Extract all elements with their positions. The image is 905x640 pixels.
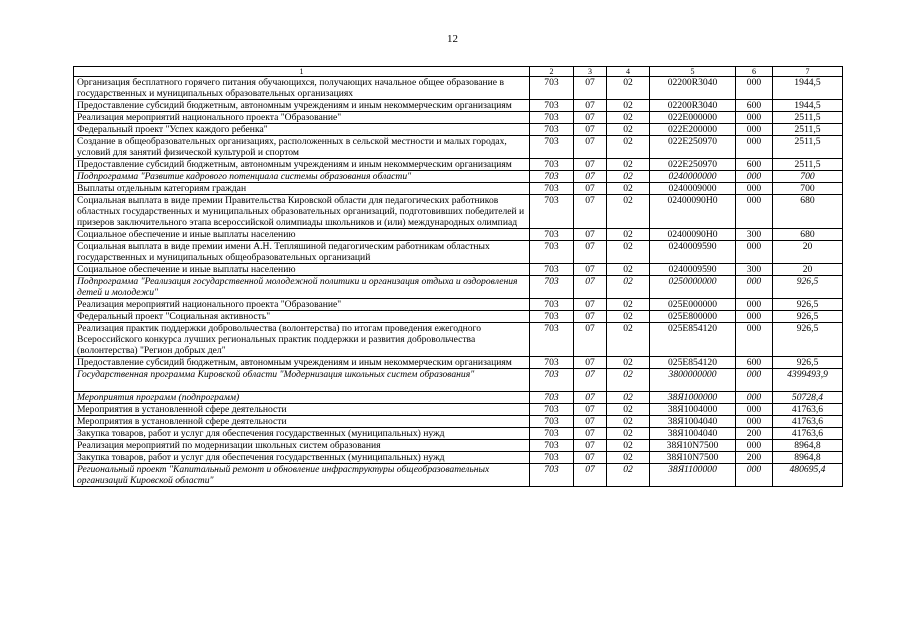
- row-target-article-cell: 38Я1004000: [650, 404, 736, 416]
- row-name-cell: Выплаты отдельным категориям граждан: [74, 183, 530, 195]
- row-amount-cell: 2511,5: [773, 136, 843, 159]
- row-expense-type-cell: 000: [736, 311, 773, 323]
- row-amount-cell: 680: [773, 229, 843, 241]
- row-subsection-cell: 02: [607, 357, 650, 369]
- row-expense-type-cell: 000: [736, 392, 773, 404]
- row-code-cell: 703: [530, 124, 574, 136]
- row-section-cell: 07: [574, 357, 607, 369]
- row-subsection-cell: 02: [607, 464, 650, 487]
- row-subsection-cell: 02: [607, 171, 650, 183]
- row-code-cell: 703: [530, 241, 574, 264]
- row-amount-cell: 700: [773, 171, 843, 183]
- row-section-cell: 07: [574, 464, 607, 487]
- row-name-cell: Подпрограмма "Развитие кадрового потенциала системы образования области": [74, 171, 530, 183]
- row-amount-cell: 4399493,9: [773, 369, 843, 392]
- row-subsection-cell: 02: [607, 323, 650, 357]
- row-expense-type-cell: 600: [736, 357, 773, 369]
- row-code-cell: 703: [530, 440, 574, 452]
- row-section-cell: 07: [574, 404, 607, 416]
- row-expense-type-cell: 300: [736, 264, 773, 276]
- row-amount-cell: 2511,5: [773, 159, 843, 171]
- table-row: [74, 428, 843, 440]
- row-section-cell: 07: [574, 311, 607, 323]
- row-name-cell: Мероприятия в установленной сфере деятельности: [74, 416, 530, 428]
- row-name-cell: Мероприятия в установленной сфере деятельности: [74, 404, 530, 416]
- table-row: [74, 276, 843, 299]
- row-expense-type-cell: 000: [736, 464, 773, 487]
- row-target-article-cell: 38Я1004040: [650, 416, 736, 428]
- row-subsection-cell: 02: [607, 77, 650, 100]
- row-target-article-cell: 025E000000: [650, 299, 736, 311]
- row-subsection-cell: 02: [607, 311, 650, 323]
- row-subsection-cell: 02: [607, 195, 650, 229]
- table-row: [74, 404, 843, 416]
- row-target-article-cell: 022E250970: [650, 159, 736, 171]
- row-expense-type-cell: 000: [736, 195, 773, 229]
- row-amount-cell: 700: [773, 183, 843, 195]
- table-row: [74, 264, 843, 276]
- row-subsection-cell: 02: [607, 276, 650, 299]
- row-name-cell: Мероприятия программ (подпрограмм): [74, 392, 530, 404]
- row-section-cell: 07: [574, 416, 607, 428]
- row-name-cell: Реализация мероприятий национального проекта "Образование": [74, 112, 530, 124]
- row-expense-type-cell: 000: [736, 323, 773, 357]
- table-row: [74, 171, 843, 183]
- row-subsection-cell: 02: [607, 159, 650, 171]
- row-target-article-cell: 022E200000: [650, 124, 736, 136]
- row-amount-cell: 8964,8: [773, 440, 843, 452]
- table-row: [74, 392, 843, 404]
- row-subsection-cell: 02: [607, 299, 650, 311]
- row-subsection-cell: 02: [607, 241, 650, 264]
- page-number: 12: [447, 33, 458, 45]
- row-target-article-cell: 022E000000: [650, 112, 736, 124]
- row-name-cell: Предоставление субсидий бюджетным, автономным учреждениям и иным некоммерческим организациям: [74, 100, 530, 112]
- row-code-cell: 703: [530, 452, 574, 464]
- row-target-article-cell: 0240009590: [650, 264, 736, 276]
- row-subsection-cell: 02: [607, 452, 650, 464]
- row-subsection-cell: 02: [607, 416, 650, 428]
- row-target-article-cell: 3800000000: [650, 369, 736, 392]
- row-code-cell: 703: [530, 183, 574, 195]
- row-name-cell: Создание в общеобразовательных организациях, расположенных в сельской местности и малых городах, условий для занятий физической культурой и спортом: [74, 136, 530, 159]
- row-amount-cell: 41763,6: [773, 416, 843, 428]
- row-name-cell: Социальное обеспечение и иные выплаты населению: [74, 229, 530, 241]
- row-code-cell: 703: [530, 428, 574, 440]
- row-subsection-cell: 02: [607, 136, 650, 159]
- row-name-cell: Социальная выплата в виде премии Правительства Кировской области для педагогических работников областных государственных и муниципальных образовательных организаций, подготовивших победителей и призеров заключительного этапа всероссийской олимпиады школьников и (или) международных олимпиад: [74, 195, 530, 229]
- row-target-article-cell: 38Я10N7500: [650, 452, 736, 464]
- table-row: [74, 357, 843, 369]
- table-row: [74, 440, 843, 452]
- row-expense-type-cell: 000: [736, 112, 773, 124]
- row-amount-cell: 20: [773, 241, 843, 264]
- row-target-article-cell: 025E800000: [650, 311, 736, 323]
- row-amount-cell: 2511,5: [773, 124, 843, 136]
- row-section-cell: 07: [574, 100, 607, 112]
- row-name-cell: Региональный проект "Капитальный ремонт и обновление инфраструктуры общеобразовательных организаций Кировской области": [74, 464, 530, 487]
- table-row: [74, 100, 843, 112]
- row-section-cell: 07: [574, 136, 607, 159]
- row-subsection-cell: 02: [607, 440, 650, 452]
- row-amount-cell: 480695,4: [773, 464, 843, 487]
- row-name-cell: Федеральный проект "Успех каждого ребенка": [74, 124, 530, 136]
- table-row: [74, 112, 843, 124]
- row-target-article-cell: 0240000000: [650, 171, 736, 183]
- header-row: [74, 67, 843, 77]
- row-expense-type-cell: 000: [736, 124, 773, 136]
- row-code-cell: 703: [530, 311, 574, 323]
- row-expense-type-cell: 000: [736, 171, 773, 183]
- row-target-article-cell: 0240009590: [650, 241, 736, 264]
- row-subsection-cell: 02: [607, 404, 650, 416]
- row-subsection-cell: 02: [607, 369, 650, 392]
- table-row: [74, 311, 843, 323]
- table-row: [74, 124, 843, 136]
- row-expense-type-cell: 300: [736, 229, 773, 241]
- header-cell-7: 7: [773, 67, 843, 77]
- row-section-cell: 07: [574, 112, 607, 124]
- table-row: [74, 452, 843, 464]
- row-section-cell: 07: [574, 77, 607, 100]
- row-section-cell: 07: [574, 276, 607, 299]
- row-code-cell: 703: [530, 276, 574, 299]
- row-amount-cell: 1944,5: [773, 77, 843, 100]
- row-code-cell: 703: [530, 112, 574, 124]
- row-amount-cell: 926,5: [773, 299, 843, 311]
- row-section-cell: 07: [574, 452, 607, 464]
- row-target-article-cell: 02400090Н0: [650, 195, 736, 229]
- table-row: [74, 136, 843, 159]
- row-expense-type-cell: 000: [736, 299, 773, 311]
- row-amount-cell: 1944,5: [773, 100, 843, 112]
- row-expense-type-cell: 000: [736, 416, 773, 428]
- row-amount-cell: 41763,6: [773, 428, 843, 440]
- row-section-cell: 07: [574, 323, 607, 357]
- row-name-cell: Закупка товаров, работ и услуг для обеспечения государственных (муниципальных) нужд: [74, 452, 530, 464]
- row-name-cell: Реализация практик поддержки добровольчества (волонтерства) по итогам проведения ежегодного Всероссийского конкурса лучших региональных практик поддержки и развития добровольчества (волонтерства) "Регион добрых дел": [74, 323, 530, 357]
- row-target-article-cell: 025E854120: [650, 323, 736, 357]
- row-section-cell: 07: [574, 159, 607, 171]
- row-expense-type-cell: 200: [736, 452, 773, 464]
- row-amount-cell: 8964,8: [773, 452, 843, 464]
- row-amount-cell: 50728,4: [773, 392, 843, 404]
- row-subsection-cell: 02: [607, 124, 650, 136]
- row-subsection-cell: 02: [607, 112, 650, 124]
- header-cell-5: 5: [650, 67, 736, 77]
- row-code-cell: 703: [530, 136, 574, 159]
- row-subsection-cell: 02: [607, 229, 650, 241]
- row-expense-type-cell: 000: [736, 440, 773, 452]
- row-code-cell: 703: [530, 392, 574, 404]
- row-section-cell: 07: [574, 369, 607, 392]
- row-expense-type-cell: 600: [736, 100, 773, 112]
- row-code-cell: 703: [530, 159, 574, 171]
- row-name-cell: Закупка товаров, работ и услуг для обеспечения государственных (муниципальных) нужд: [74, 428, 530, 440]
- row-code-cell: 703: [530, 357, 574, 369]
- row-target-article-cell: 022E250970: [650, 136, 736, 159]
- row-code-cell: 703: [530, 323, 574, 357]
- header-cell-4: 4: [607, 67, 650, 77]
- row-amount-cell: 926,5: [773, 357, 843, 369]
- row-name-cell: Социальное обеспечение и иные выплаты населению: [74, 264, 530, 276]
- row-section-cell: 07: [574, 241, 607, 264]
- table-row: [74, 229, 843, 241]
- row-subsection-cell: 02: [607, 392, 650, 404]
- row-amount-cell: 680: [773, 195, 843, 229]
- row-section-cell: 07: [574, 299, 607, 311]
- table-row: [74, 369, 843, 392]
- row-name-cell: Подпрограмма "Реализация государственной молодежной политики и организация отдыха и оздоровления детей и молодежи": [74, 276, 530, 299]
- row-subsection-cell: 02: [607, 100, 650, 112]
- table-row: [74, 323, 843, 357]
- header-cell-3: 3: [574, 67, 607, 77]
- row-section-cell: 07: [574, 428, 607, 440]
- header-cell-2: 2: [530, 67, 574, 77]
- table-row: [74, 77, 843, 100]
- row-name-cell: Реализация мероприятий национального проекта "Образование": [74, 299, 530, 311]
- row-target-article-cell: 38Я10N7500: [650, 440, 736, 452]
- row-name-cell: Предоставление субсидий бюджетным, автономным учреждениям и иным некоммерческим организациям: [74, 357, 530, 369]
- row-code-cell: 703: [530, 229, 574, 241]
- row-code-cell: 703: [530, 171, 574, 183]
- row-amount-cell: 926,5: [773, 276, 843, 299]
- table-row: [74, 183, 843, 195]
- row-name-cell: Организация бесплатного горячего питания обучающихся, получающих начальное общее образование в государственных и муниципальных образовательных организациях: [74, 77, 530, 100]
- row-target-article-cell: 025E854120: [650, 357, 736, 369]
- row-expense-type-cell: 000: [736, 183, 773, 195]
- row-section-cell: 07: [574, 171, 607, 183]
- table-row: [74, 464, 843, 487]
- row-target-article-cell: 0250000000: [650, 276, 736, 299]
- row-code-cell: 703: [530, 264, 574, 276]
- table-row: [74, 416, 843, 428]
- row-target-article-cell: 02200R3040: [650, 100, 736, 112]
- row-amount-cell: 926,5: [773, 311, 843, 323]
- row-code-cell: 703: [530, 404, 574, 416]
- row-code-cell: 703: [530, 100, 574, 112]
- row-section-cell: 07: [574, 440, 607, 452]
- header-cell-6: 6: [736, 67, 773, 77]
- header-cell-1: 1: [74, 67, 530, 77]
- table-row: [74, 241, 843, 264]
- row-code-cell: 703: [530, 464, 574, 487]
- row-name-cell: Федеральный проект "Социальная активность": [74, 311, 530, 323]
- row-name-cell: Государственная программа Кировской области "Модернизация школьных систем образования": [74, 369, 530, 392]
- row-target-article-cell: 02400090Н0: [650, 229, 736, 241]
- row-section-cell: 07: [574, 229, 607, 241]
- row-section-cell: 07: [574, 124, 607, 136]
- row-name-cell: Реализация мероприятий по модернизации школьных систем образования: [74, 440, 530, 452]
- row-target-article-cell: 02200R3040: [650, 77, 736, 100]
- budget-table: [73, 66, 843, 487]
- row-expense-type-cell: 000: [736, 136, 773, 159]
- row-expense-type-cell: 000: [736, 369, 773, 392]
- row-section-cell: 07: [574, 195, 607, 229]
- row-amount-cell: 926,5: [773, 323, 843, 357]
- row-target-article-cell: 38Я1004040: [650, 428, 736, 440]
- row-amount-cell: 20: [773, 264, 843, 276]
- row-subsection-cell: 02: [607, 428, 650, 440]
- row-subsection-cell: 02: [607, 264, 650, 276]
- row-target-article-cell: 38Я1000000: [650, 392, 736, 404]
- table-row: [74, 299, 843, 311]
- row-name-cell: Социальная выплата в виде премии имени А.Н. Тепляшиной педагогическим работникам областных государственных и муниципальных общеобразовательных организаций: [74, 241, 530, 264]
- row-expense-type-cell: 000: [736, 276, 773, 299]
- row-target-article-cell: 38Я1100000: [650, 464, 736, 487]
- table-row: [74, 159, 843, 171]
- row-amount-cell: 2511,5: [773, 112, 843, 124]
- table-row: [74, 195, 843, 229]
- row-expense-type-cell: 600: [736, 159, 773, 171]
- row-expense-type-cell: 000: [736, 77, 773, 100]
- row-section-cell: 07: [574, 264, 607, 276]
- row-target-article-cell: 0240009000: [650, 183, 736, 195]
- row-section-cell: 07: [574, 183, 607, 195]
- row-section-cell: 07: [574, 392, 607, 404]
- row-code-cell: 703: [530, 77, 574, 100]
- row-expense-type-cell: 000: [736, 241, 773, 264]
- row-code-cell: 703: [530, 299, 574, 311]
- row-code-cell: 703: [530, 195, 574, 229]
- row-code-cell: 703: [530, 369, 574, 392]
- row-subsection-cell: 02: [607, 183, 650, 195]
- row-amount-cell: 41763,6: [773, 404, 843, 416]
- row-expense-type-cell: 200: [736, 428, 773, 440]
- row-code-cell: 703: [530, 416, 574, 428]
- row-name-cell: Предоставление субсидий бюджетным, автономным учреждениям и иным некоммерческим организациям: [74, 159, 530, 171]
- row-expense-type-cell: 000: [736, 404, 773, 416]
